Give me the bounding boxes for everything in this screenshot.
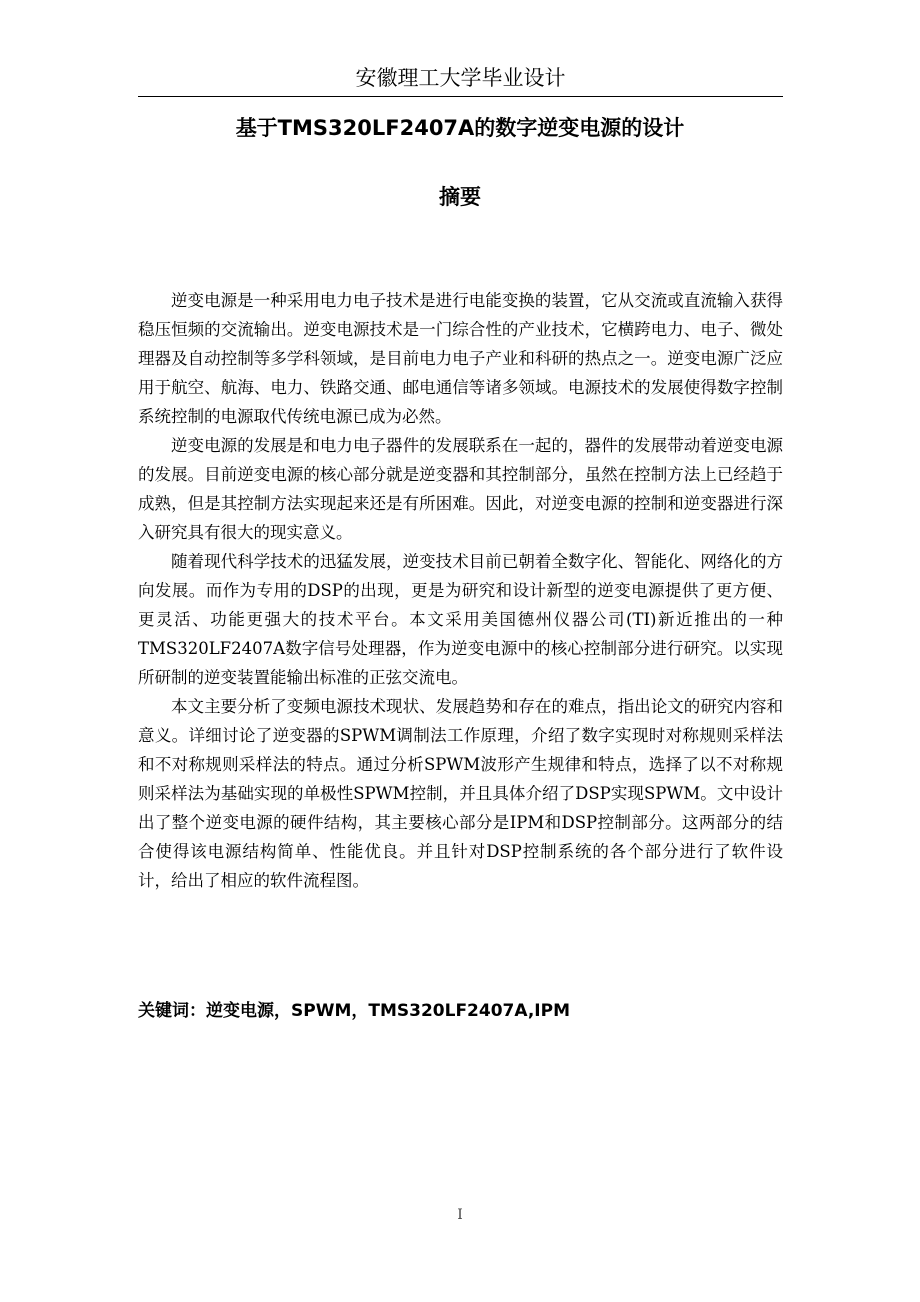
abstract-paragraph-2: 逆变电源的发展是和电力电子器件的发展联系在一起的，器件的发展带动着逆变电源的发展。目前逆变电源的核心部分就是逆变器和其控制部分，虽然在控制方法上已经趋于成熟，但是其控制方法实现起来还是有所困难。因此，对逆变电源的控制和逆变器进行深入研究具有很大的现实意义。 xyxy=(138,436,783,542)
paper-title: 基于TMS320LF2407A的数字逆变电源的设计 xyxy=(235,116,685,140)
abstract-heading: 摘要 xyxy=(439,185,481,209)
page-number: I xyxy=(457,1207,463,1223)
abstract-body xyxy=(138,286,783,895)
header-rule xyxy=(138,96,783,97)
abstract-paragraph-1: 逆变电源是一种采用电力电子技术是进行电能变换的装置，它从交流或直流输入获得稳压恒频的交流输出。逆变电源技术是一门综合性的产业技术，它横跨电力、电子、微处理器及自动控制等多学科领域，是目前电力电子产业和科研的热点之一。逆变电源广泛应用于航空、航海、电力、铁路交通、邮电通信等诸多领域。电源技术的发展使得数字控制系统控制的电源取代传统电源已成为必然。 xyxy=(138,291,783,426)
keywords-line: 关键词：逆变电源，SPWM，TMS320LF2407A,IPM xyxy=(138,1001,571,1021)
abstract-paragraph-4: 本文主要分析了变频电源技术现状、发展趋势和存在的难点，指出论文的研究内容和意义。详细讨论了逆变器的SPWM调制法工作原理，介绍了数字实现时对称规则采样法和不对称规则采样法的特点。通过分析SPWM波形产生规律和特点，选择了以不对称规则采样法为基础实现的单极性SPWM控制，并且具体介绍了DSP实现SPWM。文中设计出了整个逆变电源的硬件结构，其主要核心部分是IPM和DSP控制部分。这两部分的结合使得该电源结构简单、性能优良。并且针对DSP控制系统的各个部分进行了软件设计，给出了相应的软件流程图。 xyxy=(138,697,783,890)
abstract-paragraph-3: 随着现代科学技术的迅猛发展，逆变技术目前已朝着全数字化、智能化、网络化的方向发展。而作为专用的DSP的出现，更是为研究和设计新型的逆变电源提供了更方便、更灵活、功能更强大的技术平台。本文采用美国德州仪器公司(TI)新近推出的一种TMS320LF2407A数字信号处理器，作为逆变电源中的核心控制部分进行研究。以实现所研制的逆变装置能输出标准的正弦交流电。 xyxy=(138,552,783,687)
running-header: 安徽理工大学毕业设计 xyxy=(355,66,566,90)
